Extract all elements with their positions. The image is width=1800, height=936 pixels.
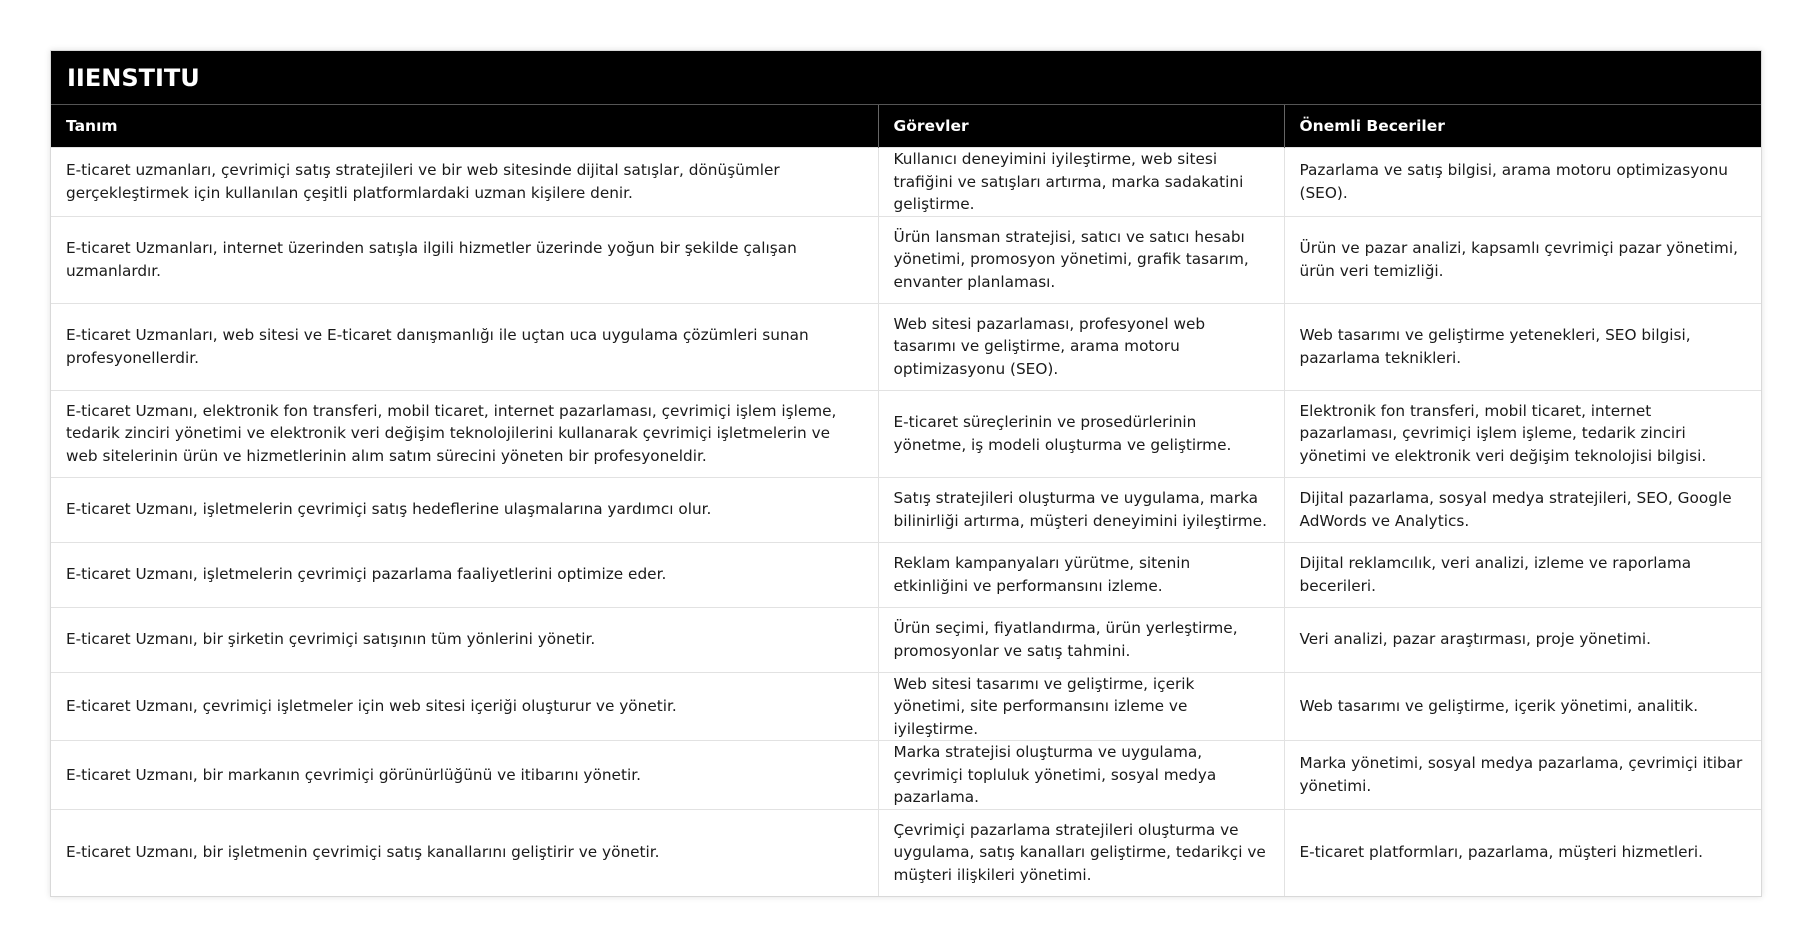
table-row	[51, 390, 1761, 477]
definition-cell: E-ticaret Uzmanı, çevrimiçi işletmeler için web sitesi içeriği oluşturur ve yönetir.	[51, 672, 878, 741]
table-row	[51, 607, 1761, 672]
table-row	[51, 672, 1761, 741]
tasks-cell: Web sitesi tasarımı ve geliştirme, içerik yönetimi, site performansını izleme ve iyileştirme.	[878, 672, 1284, 741]
definition-cell: E-ticaret Uzmanı, bir şirketin çevrimiçi satışının tüm yönlerini yönetir.	[51, 607, 878, 672]
header-row	[51, 105, 1761, 148]
definition-cell: E-ticaret Uzmanı, işletmelerin çevrimiçi satış hedeflerine ulaşmalarına yardımcı olur.	[51, 477, 878, 542]
table-row	[51, 477, 1761, 542]
table-row	[51, 303, 1761, 390]
tasks-cell: Kullanıcı deneyimini iyileştirme, web sitesi trafiğini ve satışları artırma, marka sadakatini geliştirme.	[878, 148, 1284, 217]
skills-cell: Veri analizi, pazar araştırması, proje yönetimi.	[1284, 607, 1761, 672]
table-body	[51, 148, 1761, 896]
table-row	[51, 148, 1761, 217]
column-header-tasks: Görevler	[878, 105, 1284, 148]
table-row	[51, 542, 1761, 607]
tasks-cell: Web sitesi pazarlaması, profesyonel web tasarımı ve geliştirme, arama motoru optimizasyonu (SEO).	[878, 303, 1284, 390]
skills-cell: Web tasarımı ve geliştirme, içerik yönetimi, analitik.	[1284, 672, 1761, 741]
skills-cell: Marka yönetimi, sosyal medya pazarlama, çevrimiçi itibar yönetimi.	[1284, 741, 1761, 810]
definition-cell: E-ticaret Uzmanı, bir işletmenin çevrimiçi satış kanallarını geliştirir ve yönetir.	[51, 809, 878, 896]
skills-cell: Pazarlama ve satış bilgisi, arama motoru optimizasyonu (SEO).	[1284, 148, 1761, 217]
definition-cell: E-ticaret Uzmanı, elektronik fon transferi, mobil ticaret, internet pazarlaması, çevrimiçi işlem işleme, tedarik zinciri yönetimi ve elektronik veri değişim teknolojilerini kullanarak çevrimiçi işletmelerin ve web sitelerinin ürün ve hizmetlerinin alım satım sürecini yöneten bir profesyoneldir.	[51, 390, 878, 477]
table-row	[51, 216, 1761, 303]
ecommerce-specialist-table-card	[50, 50, 1762, 897]
tasks-cell: E-ticaret süreçlerinin ve prosedürlerinin yönetme, iş modeli oluşturma ve geliştirme.	[878, 390, 1284, 477]
definition-cell: E-ticaret Uzmanı, işletmelerin çevrimiçi pazarlama faaliyetlerini optimize eder.	[51, 542, 878, 607]
column-header-definition: Tanım	[51, 105, 878, 148]
tasks-cell: Ürün lansman stratejisi, satıcı ve satıcı hesabı yönetimi, promosyon yönetimi, grafik tasarım, envanter planlaması.	[878, 216, 1284, 303]
skills-cell: Dijital pazarlama, sosyal medya stratejileri, SEO, Google AdWords ve Analytics.	[1284, 477, 1761, 542]
skills-cell: Web tasarımı ve geliştirme yetenekleri, SEO bilgisi, pazarlama teknikleri.	[1284, 303, 1761, 390]
tasks-cell: Reklam kampanyaları yürütme, sitenin etkinliğini ve performansını izleme.	[878, 542, 1284, 607]
table-row	[51, 741, 1761, 810]
definition-cell: E-ticaret Uzmanı, bir markanın çevrimiçi görünürlüğünü ve itibarını yönetir.	[51, 741, 878, 810]
tasks-cell: Marka stratejisi oluşturma ve uygulama, çevrimiçi topluluk yönetimi, sosyal medya pazarlama.	[878, 741, 1284, 810]
definition-cell: E-ticaret Uzmanları, web sitesi ve E-ticaret danışmanlığı ile uçtan uca uygulama çözümleri sunan profesyonellerdir.	[51, 303, 878, 390]
table-header	[51, 105, 1761, 148]
skills-cell: E-ticaret platformları, pazarlama, müşteri hizmetleri.	[1284, 809, 1761, 896]
definition-cell: E-ticaret uzmanları, çevrimiçi satış stratejileri ve bir web sitesinde dijital satışlar, dönüşümler gerçekleştirmek için kullanılan çeşitli platformlardaki uzman kişilere denir.	[51, 148, 878, 217]
tasks-cell: Çevrimiçi pazarlama stratejileri oluşturma ve uygulama, satış kanalları geliştirme, tedarikçi ve müşteri ilişkileri yönetimi.	[878, 809, 1284, 896]
tasks-cell: Ürün seçimi, fiyatlandırma, ürün yerleştirme, promosyonlar ve satış tahmini.	[878, 607, 1284, 672]
role-table	[51, 105, 1761, 896]
brand-title: IIENSTITU	[51, 51, 1761, 105]
table-row	[51, 809, 1761, 896]
tasks-cell: Satış stratejileri oluşturma ve uygulama, marka bilinirliği artırma, müşteri deneyimini iyileştirme.	[878, 477, 1284, 542]
column-header-skills: Önemli Beceriler	[1284, 105, 1761, 148]
skills-cell: Ürün ve pazar analizi, kapsamlı çevrimiçi pazar yönetimi, ürün veri temizliği.	[1284, 216, 1761, 303]
skills-cell: Dijital reklamcılık, veri analizi, izleme ve raporlama becerileri.	[1284, 542, 1761, 607]
definition-cell: E-ticaret Uzmanları, internet üzerinden satışla ilgili hizmetler üzerinde yoğun bir şekilde çalışan uzmanlardır.	[51, 216, 878, 303]
skills-cell: Elektronik fon transferi, mobil ticaret, internet pazarlaması, çevrimiçi işlem işleme, tedarik zinciri yönetimi ve elektronik veri değişim teknolojisi bilgisi.	[1284, 390, 1761, 477]
